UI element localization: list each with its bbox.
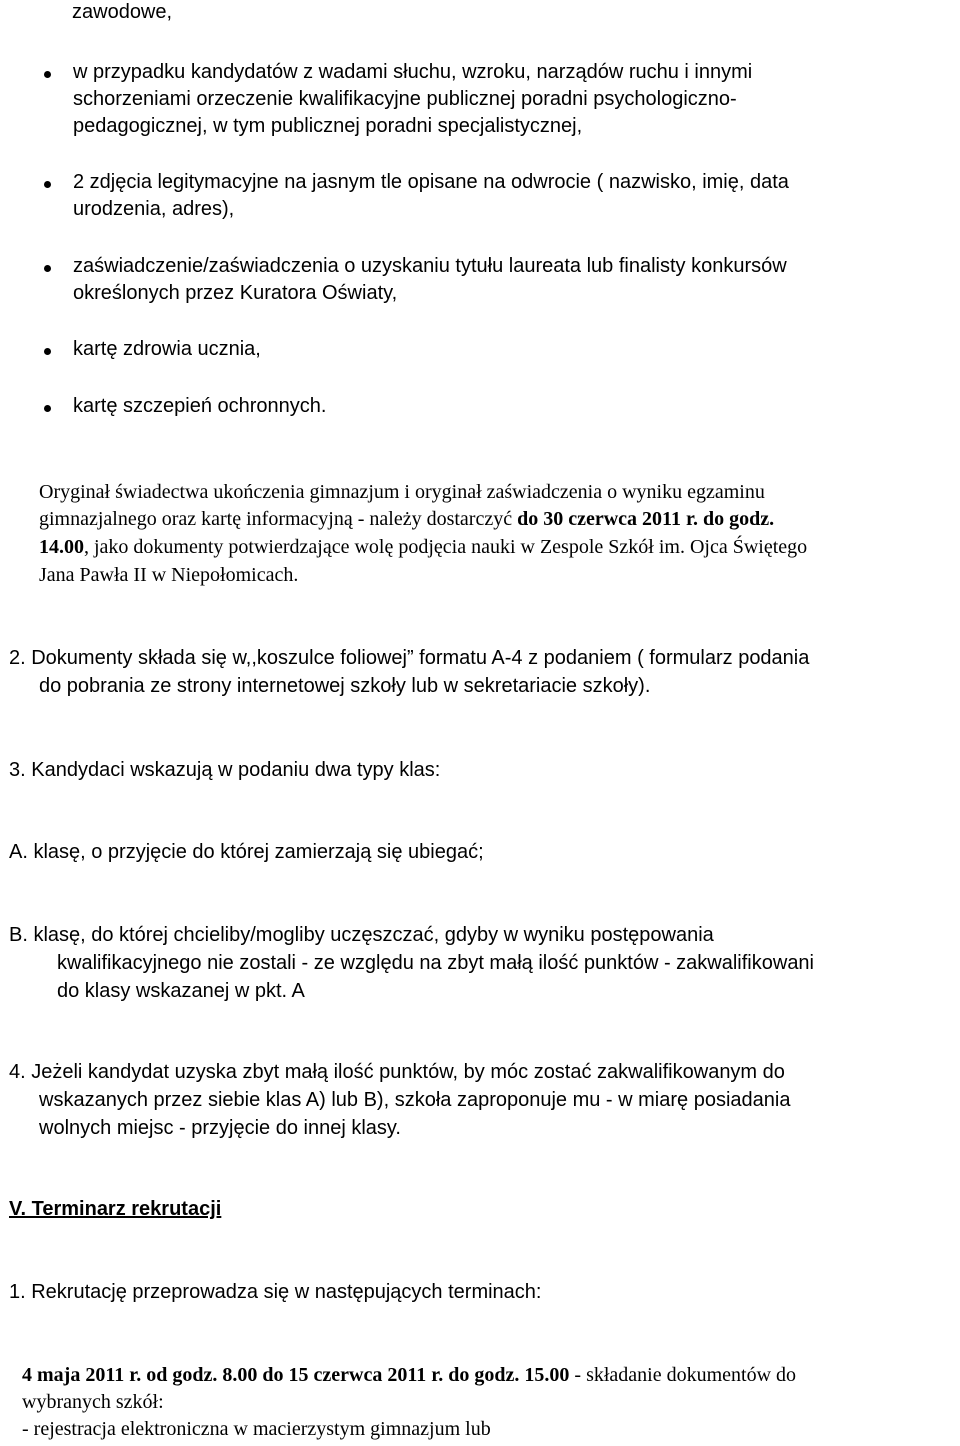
paragraph-line: wskazanych przez siebie klas A) lub B), szkoła zaproponuje mu - w miarę posiadania [39,1089,791,1111]
schedule-text: - składanie dokumentów do [569,1364,797,1386]
continued-text: zawodowe, [72,1,173,23]
paragraph-line: 4. Jeżeli kandydat uzyska zbyt małą ilość punktów, by móc zostać zakwalifikowanym do [9,1061,785,1083]
list-item-text: zaświadczenie/zaświadczenia o uzyskaniu tytułu laureata lub finalisty konkursów [73,255,787,277]
deadline-hour-bold: 14.00 [39,536,84,558]
list-item-text: pedagogicznej, w tym publicznej poradni specjalistycznej, [73,115,583,137]
schedule-line: - rejestracja elektroniczna w macierzystym gimnazjum lub [22,1418,491,1440]
numbered-item-3: 3. Kandydaci wskazują w podaniu dwa typy klas: [9,759,441,781]
paragraph-text: gimnazjalnego oraz kartę informacyjną - należy dostarczyć [39,508,518,530]
schedule-dates-bold: 4 maja 2011 r. od godz. 8.00 do 15 czerwca 2011 r. do godz. 15.00 [22,1364,570,1386]
paragraph-line: do klasy wskazanej w pkt. A [57,980,305,1002]
paragraph-line: Oryginał świadectwa ukończenia gimnazjum i oryginał zaświadczenia o wyniku egzaminu [39,481,765,503]
paragraph-line [39,508,774,531]
bullet-icon [44,265,51,272]
numbered-item-1: 1. Rekrutację przeprowadza się w następujących terminach: [9,1281,542,1303]
schedule-line [22,1364,796,1387]
list-item-text: schorzeniami orzeczenie kwalifikacyjne publicznej poradni psychologiczno- [73,88,737,110]
paragraph-line: kwalifikacyjnego nie zostali - ze względu na zbyt małą ilość punktów - zakwalifikowani [57,952,815,974]
deadline-bold: do 30 czerwca 2011 r. do godz. [517,508,775,530]
option-a: A. klasę, o przyjęcie do której zamierzają się ubiegać; [9,841,484,863]
paragraph-line: wolnych miejsc - przyjęcie do innej klasy. [39,1117,401,1139]
bullet-icon [44,348,51,355]
paragraph-line: B. klasę, do której chcieliby/mogliby uczęszczać, gdyby w wyniku postępowania [9,924,714,946]
bullet-icon [44,405,51,412]
paragraph-text: , jako dokumenty potwierdzające wolę podjęcia nauki w Zespole Szkół im. Ojca Świętego [84,536,808,558]
section-heading: V. Terminarz rekrutacji [9,1198,222,1220]
list-item-text: urodzenia, adres), [73,198,235,220]
bullet-icon [44,71,51,78]
paragraph-line: Jana Pawła II w Niepołomicach. [39,564,299,586]
list-item-text: kartę szczepień ochronnych. [73,395,327,417]
paragraph-line: do pobrania ze strony internetowej szkoły lub w sekretariacie szkoły). [39,675,651,697]
paragraph-line [39,536,807,559]
paragraph-line: 2. Dokumenty składa się w,,koszulce foliowej” formatu A-4 z podaniem ( formularz podania [9,647,810,669]
list-item-text: w przypadku kandydatów z wadami słuchu, wzroku, narządów ruchu i innymi [73,61,753,83]
list-item-text: 2 zdjęcia legitymacyjne na jasnym tle opisane na odwrocie ( nazwisko, imię, data [73,171,789,193]
schedule-line: wybranych szkół: [22,1391,164,1413]
list-item-text: kartę zdrowia ucznia, [73,338,261,360]
list-item-text: określonych przez Kuratora Oświaty, [73,282,398,304]
bullet-icon [44,181,51,188]
